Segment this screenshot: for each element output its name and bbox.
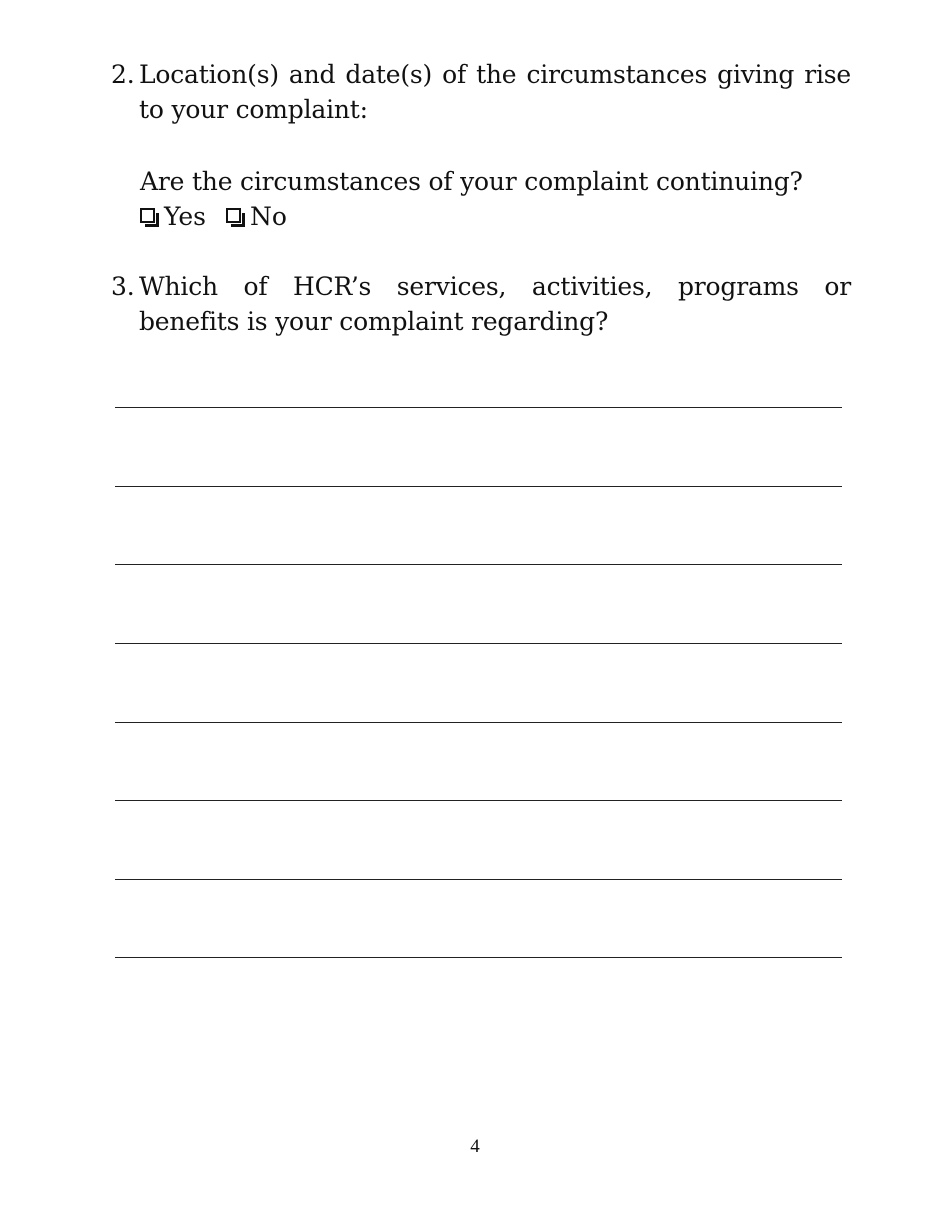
- continuing-options: [140, 199, 307, 234]
- answer-line[interactable]: [115, 957, 842, 958]
- checkbox-icon[interactable]: [226, 208, 241, 223]
- no-option[interactable]: [226, 199, 287, 234]
- yes-label: Yes: [164, 202, 206, 231]
- question-text: Location(s) and date(s) of the circumstances giving rise to your complaint:: [139, 60, 851, 124]
- continuing-question: Are the circumstances of your complaint continuing?: [140, 167, 803, 196]
- question-number: 2.: [111, 60, 135, 89]
- question-2: [111, 57, 851, 127]
- answer-line[interactable]: [115, 722, 842, 723]
- checkbox-icon[interactable]: [140, 208, 155, 223]
- answer-line[interactable]: [115, 879, 842, 880]
- answer-line[interactable]: [115, 643, 842, 644]
- question-number: 3.: [111, 272, 135, 301]
- yes-option[interactable]: [140, 199, 206, 234]
- question-text: Which of HCR’s services, activities, programs or benefits is your complaint regarding?: [139, 272, 851, 336]
- no-label: No: [249, 202, 287, 231]
- answer-line[interactable]: [115, 486, 842, 487]
- question-3: [111, 269, 851, 339]
- answer-line[interactable]: [115, 407, 842, 408]
- page-number: 4: [470, 1136, 480, 1157]
- answer-line[interactable]: [115, 564, 842, 565]
- answer-line[interactable]: [115, 800, 842, 801]
